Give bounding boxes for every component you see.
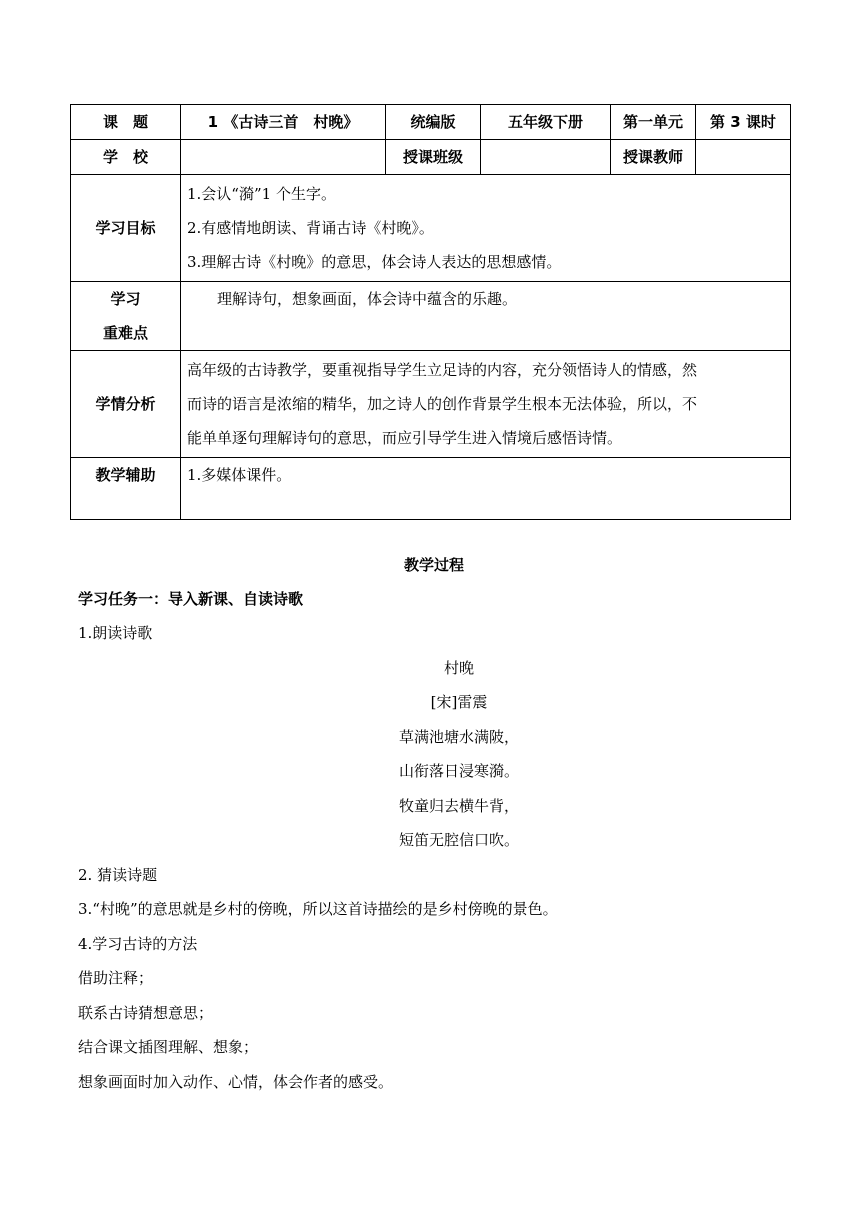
edition-cell: 统编版 xyxy=(386,105,481,140)
row-topic xyxy=(71,105,791,140)
difficulty-label xyxy=(71,282,181,351)
class-value xyxy=(481,140,611,175)
poem-line: 山衔落日浸寒漪。 xyxy=(398,762,519,780)
row-goals xyxy=(71,175,791,282)
poem-line: 草满池塘水满陂， xyxy=(398,727,519,746)
method-item: 借助注释； xyxy=(78,969,154,987)
method-item: 联系古诗猜想意思； xyxy=(78,1003,214,1022)
row-aids xyxy=(71,458,791,520)
school-value xyxy=(181,140,386,175)
teaching-process xyxy=(78,548,790,1099)
lesson-cell: 第 3 课时 xyxy=(696,105,791,140)
difficulty-label-line2: 重难点 xyxy=(102,324,148,342)
goals-content xyxy=(181,175,791,282)
row-school xyxy=(71,140,791,175)
analysis-line: 高年级的古诗教学，要重视指导学生立足诗的内容，充分领悟诗人的情感，然 xyxy=(187,361,698,379)
row-analysis xyxy=(71,351,791,458)
goal-item: 1.会认“漪”1 个生字。 xyxy=(187,185,336,203)
task-heading: 学习任务一：导入新课、自读诗歌 xyxy=(78,590,304,608)
method-item: 想象画面时加入动作、心情，体会作者的感受。 xyxy=(78,1072,394,1091)
difficulty-text: 理解诗句，想象画面，体会诗中蕴含的乐趣。 xyxy=(217,290,518,308)
class-label: 授课班级 xyxy=(386,140,481,175)
analysis-line: 能单单逐句理解诗句的意思，而应引导学生进入情境后感悟诗情。 xyxy=(187,429,623,447)
aids-label: 教学辅助 xyxy=(71,458,181,520)
step-read-poem: 1.朗读诗歌 xyxy=(78,624,153,642)
row-difficulty xyxy=(71,282,791,351)
step-meaning: 3.“村晚”的意思就是乡村的傍晚，所以这首诗描绘的是乡村傍晚的景色。 xyxy=(78,900,558,918)
process-title: 教学过程 xyxy=(403,556,464,574)
unit-cell: 第一单元 xyxy=(611,105,696,140)
difficulty-content xyxy=(181,282,791,351)
analysis-line: 而诗的语言是浓缩的精华，加之诗人的创作背景学生根本无法体验，所以，不 xyxy=(187,395,698,413)
poem-line: 短笛无腔信口吹。 xyxy=(398,831,519,849)
goals-label: 学习目标 xyxy=(71,175,181,282)
lesson-info-table xyxy=(70,104,791,520)
step-methods: 4.学习古诗的方法 xyxy=(78,934,198,953)
teacher-value xyxy=(696,140,791,175)
method-item: 结合课文插图理解、想象； xyxy=(78,1038,259,1056)
poem-title: 村晚 xyxy=(443,658,474,677)
goal-item: 2.有感情地朗读、背诵古诗《村晚》。 xyxy=(187,219,434,237)
analysis-content xyxy=(181,351,791,458)
topic-label: 课 题 xyxy=(71,105,181,140)
school-label: 学 校 xyxy=(71,140,181,175)
aids-content xyxy=(181,458,791,520)
poem-line: 牧童归去横牛背， xyxy=(398,796,519,815)
goal-item: 3.理解古诗《村晚》的意思，体会诗人表达的思想感情。 xyxy=(187,253,562,271)
teacher-label: 授课教师 xyxy=(611,140,696,175)
grade-cell: 五年级下册 xyxy=(481,105,611,140)
poem-author: [宋]雷震 xyxy=(430,693,488,711)
topic-value: 1 《古诗三首 村晚》 xyxy=(181,105,386,140)
step-guess-title: 2. 猜读诗题 xyxy=(78,865,158,884)
analysis-label: 学情分析 xyxy=(71,351,181,458)
difficulty-label-line1: 学习 xyxy=(110,290,141,308)
aids-text: 1.多媒体课件。 xyxy=(187,466,292,484)
